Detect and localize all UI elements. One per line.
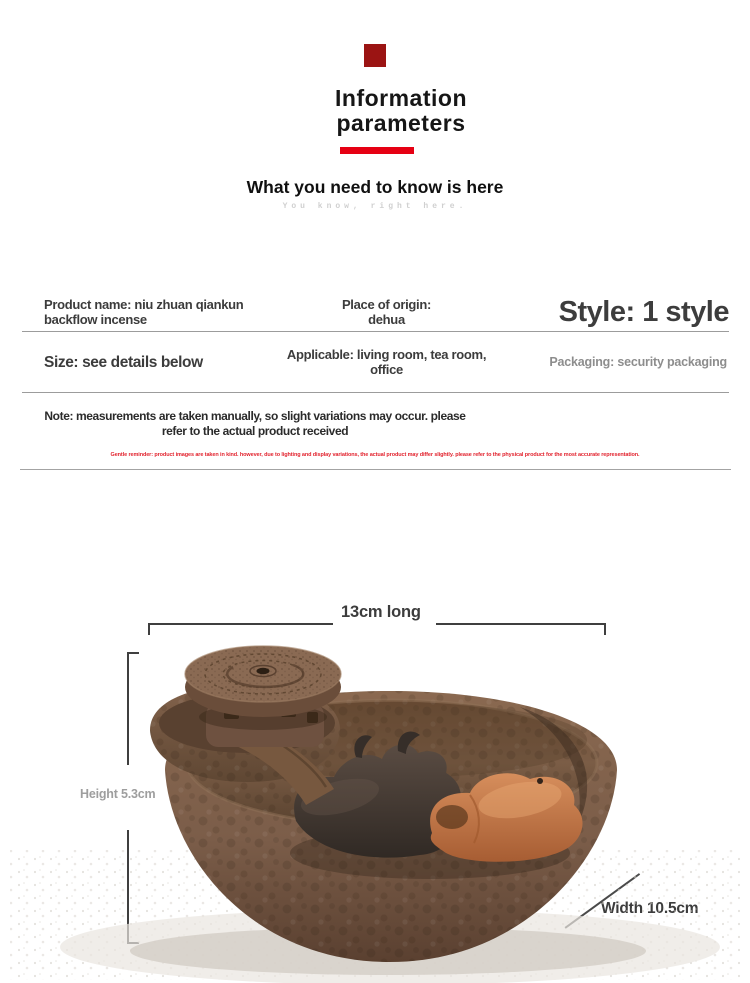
spec-packaging: Packaging: security packaging xyxy=(549,355,727,369)
product-photo xyxy=(0,595,750,983)
page-title-line1: Information xyxy=(335,85,467,111)
spec-product-name xyxy=(22,297,274,327)
page-title-line2: parameters xyxy=(336,110,466,136)
measurement-note-line1: Note: measurements are taken manually, so slight variations may occur. please xyxy=(44,409,466,423)
spec-size: Size: see details below xyxy=(44,353,203,371)
incense-smoke-hole xyxy=(537,778,543,784)
spec-origin xyxy=(274,297,499,327)
spec-row-1 xyxy=(22,292,729,332)
measurement-note xyxy=(16,409,494,439)
spec-table xyxy=(22,292,729,393)
spec-origin-line2: dehua xyxy=(368,311,405,327)
page-title xyxy=(26,86,750,136)
spec-origin-line1: Place of origin: xyxy=(341,296,432,312)
spec-applicable xyxy=(274,347,499,377)
spec-applicable-line2: office xyxy=(370,362,403,377)
title-underline-bar xyxy=(340,147,414,154)
spec-product-name-line1: Product name: niu zhuan qiankun xyxy=(44,296,244,312)
measurement-note-line2: refer to the actual product received xyxy=(161,424,349,438)
millstone-center-hole xyxy=(257,668,270,674)
millstone-disc xyxy=(185,646,341,730)
spec-product-name-line2: backflow incense xyxy=(44,311,147,327)
length-dimension-label: 13cm long xyxy=(341,603,421,621)
height-dimension-label: Height 5.3cm xyxy=(80,787,156,801)
section-divider xyxy=(20,469,731,470)
accent-square-icon xyxy=(364,44,386,67)
spec-applicable-line1: Applicable: living room, tea room, xyxy=(286,347,487,362)
tagline: You know, right here. xyxy=(282,202,468,211)
gentle-reminder: Gentle reminder: product images are taken in kind. however, due to lighting and display variations, the actual product may differ slightly. please refer to the physical product for the most accurate representation. xyxy=(110,452,640,458)
subtitle: What you need to know is here xyxy=(246,177,504,197)
spec-row-2 xyxy=(22,332,729,393)
spec-style: Style: 1 style xyxy=(558,295,729,328)
